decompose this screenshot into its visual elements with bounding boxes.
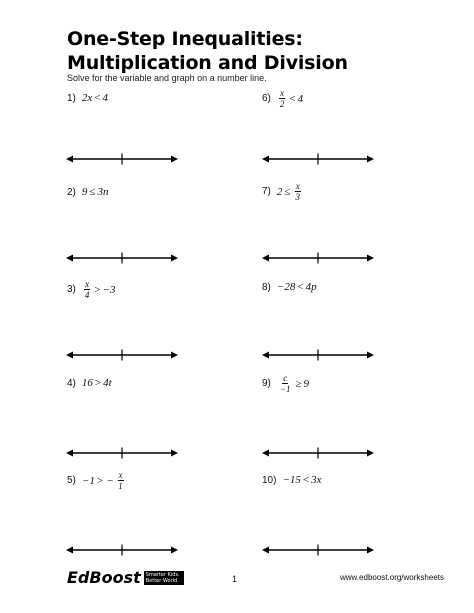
number-line [66, 447, 178, 459]
left-arrowhead [66, 156, 73, 163]
problem-number: 10) [262, 474, 277, 486]
operator: ≥ [295, 377, 302, 390]
left-arrowhead [66, 547, 73, 554]
number-line [262, 349, 374, 361]
denominator: 2 [279, 99, 285, 109]
operator: > [96, 474, 104, 487]
numerator: x [118, 470, 123, 480]
right-arrowhead [171, 255, 178, 262]
instructions: Solve for the variable and graph on a number line. [67, 73, 267, 83]
problem-2 [67, 186, 108, 198]
problem-1 [67, 92, 108, 104]
operator: > [94, 283, 101, 296]
operator: < [289, 92, 296, 105]
numerator: c [283, 373, 288, 383]
number-line [66, 544, 178, 556]
lhs: 2 [276, 185, 283, 198]
denominator: 4 [84, 290, 90, 300]
problem-number: 5) [67, 475, 76, 486]
logo-tagline: Smarter Kids. Better World. [144, 571, 184, 585]
problem-number: 8) [262, 281, 271, 293]
right-arrowhead [171, 156, 178, 163]
operator: > [94, 377, 102, 389]
logo-ed: Ed [67, 568, 90, 587]
page-title: One-Step Inequalities: Multiplication and Division [67, 28, 348, 74]
lhs: −28 [276, 281, 296, 293]
rhs: 4 [102, 92, 109, 104]
right-arrowhead [171, 352, 178, 359]
left-arrowhead [66, 450, 73, 457]
footer-url[interactable]: www.edboost.org/worksheets [339, 573, 444, 582]
operator: ≤ [284, 185, 291, 198]
lhs: −15 [282, 474, 301, 486]
denominator: −1 [279, 384, 291, 394]
negative-sign: − [107, 474, 114, 487]
rhs: −3 [102, 283, 116, 296]
problem-9 [262, 373, 309, 394]
right-arrowhead [367, 450, 374, 457]
problem-number: 2) [67, 186, 76, 198]
problem-6 [262, 88, 303, 109]
problem-number: 7) [262, 186, 271, 197]
problem-number: 9) [262, 378, 271, 389]
left-arrowhead [262, 352, 269, 359]
rhs: 4t [103, 377, 112, 389]
number-line [262, 447, 374, 459]
lhs: 9 [81, 186, 88, 198]
fraction [279, 88, 286, 109]
problem-10 [262, 474, 322, 486]
denominator: 3 [295, 192, 300, 202]
denominator: 1 [118, 481, 123, 491]
numerator: x [280, 88, 285, 98]
right-arrowhead [171, 450, 178, 457]
right-arrowhead [171, 547, 178, 554]
rhs: 3x [311, 474, 322, 486]
number-line [262, 252, 374, 264]
logo-boost: Boost [89, 568, 141, 587]
fraction [279, 373, 292, 394]
problem-7 [262, 181, 303, 202]
problem-3 [67, 279, 116, 300]
problem-number: 4) [67, 377, 76, 389]
left-arrowhead [262, 450, 269, 457]
right-arrowhead [367, 255, 374, 262]
fraction [294, 181, 301, 202]
right-arrowhead [367, 156, 374, 163]
rhs: 4 [297, 92, 304, 105]
left-arrowhead [262, 255, 269, 262]
problem-number: 1) [67, 92, 76, 104]
numerator: x [85, 279, 90, 289]
lhs: 2x [81, 92, 93, 104]
right-arrowhead [367, 547, 374, 554]
lhs: −1 [81, 474, 95, 487]
number-line [66, 349, 178, 361]
operator: < [302, 474, 310, 486]
page-number: 1 [232, 574, 238, 584]
number-line [262, 544, 374, 556]
fraction [84, 279, 91, 300]
problem-number: 3) [67, 284, 76, 295]
left-arrowhead [262, 156, 269, 163]
edboost-logo [67, 568, 184, 587]
problem-8 [262, 281, 317, 293]
rhs: 9 [303, 377, 310, 390]
problem-number: 6) [262, 93, 271, 104]
problem-4 [67, 377, 112, 389]
number-line [66, 252, 178, 264]
number-line [66, 153, 178, 165]
rhs: 4p [305, 281, 317, 293]
left-arrowhead [66, 352, 73, 359]
operator: ≤ [89, 186, 96, 198]
fraction [117, 470, 124, 491]
right-arrowhead [367, 352, 374, 359]
rhs: 3n [97, 186, 109, 198]
left-arrowhead [66, 255, 73, 262]
operator: < [94, 92, 101, 104]
left-arrowhead [262, 547, 269, 554]
operator: < [297, 281, 304, 293]
lhs: 16 [81, 377, 93, 389]
problem-5 [67, 470, 126, 491]
numerator: x [295, 181, 300, 191]
number-line [262, 153, 374, 165]
